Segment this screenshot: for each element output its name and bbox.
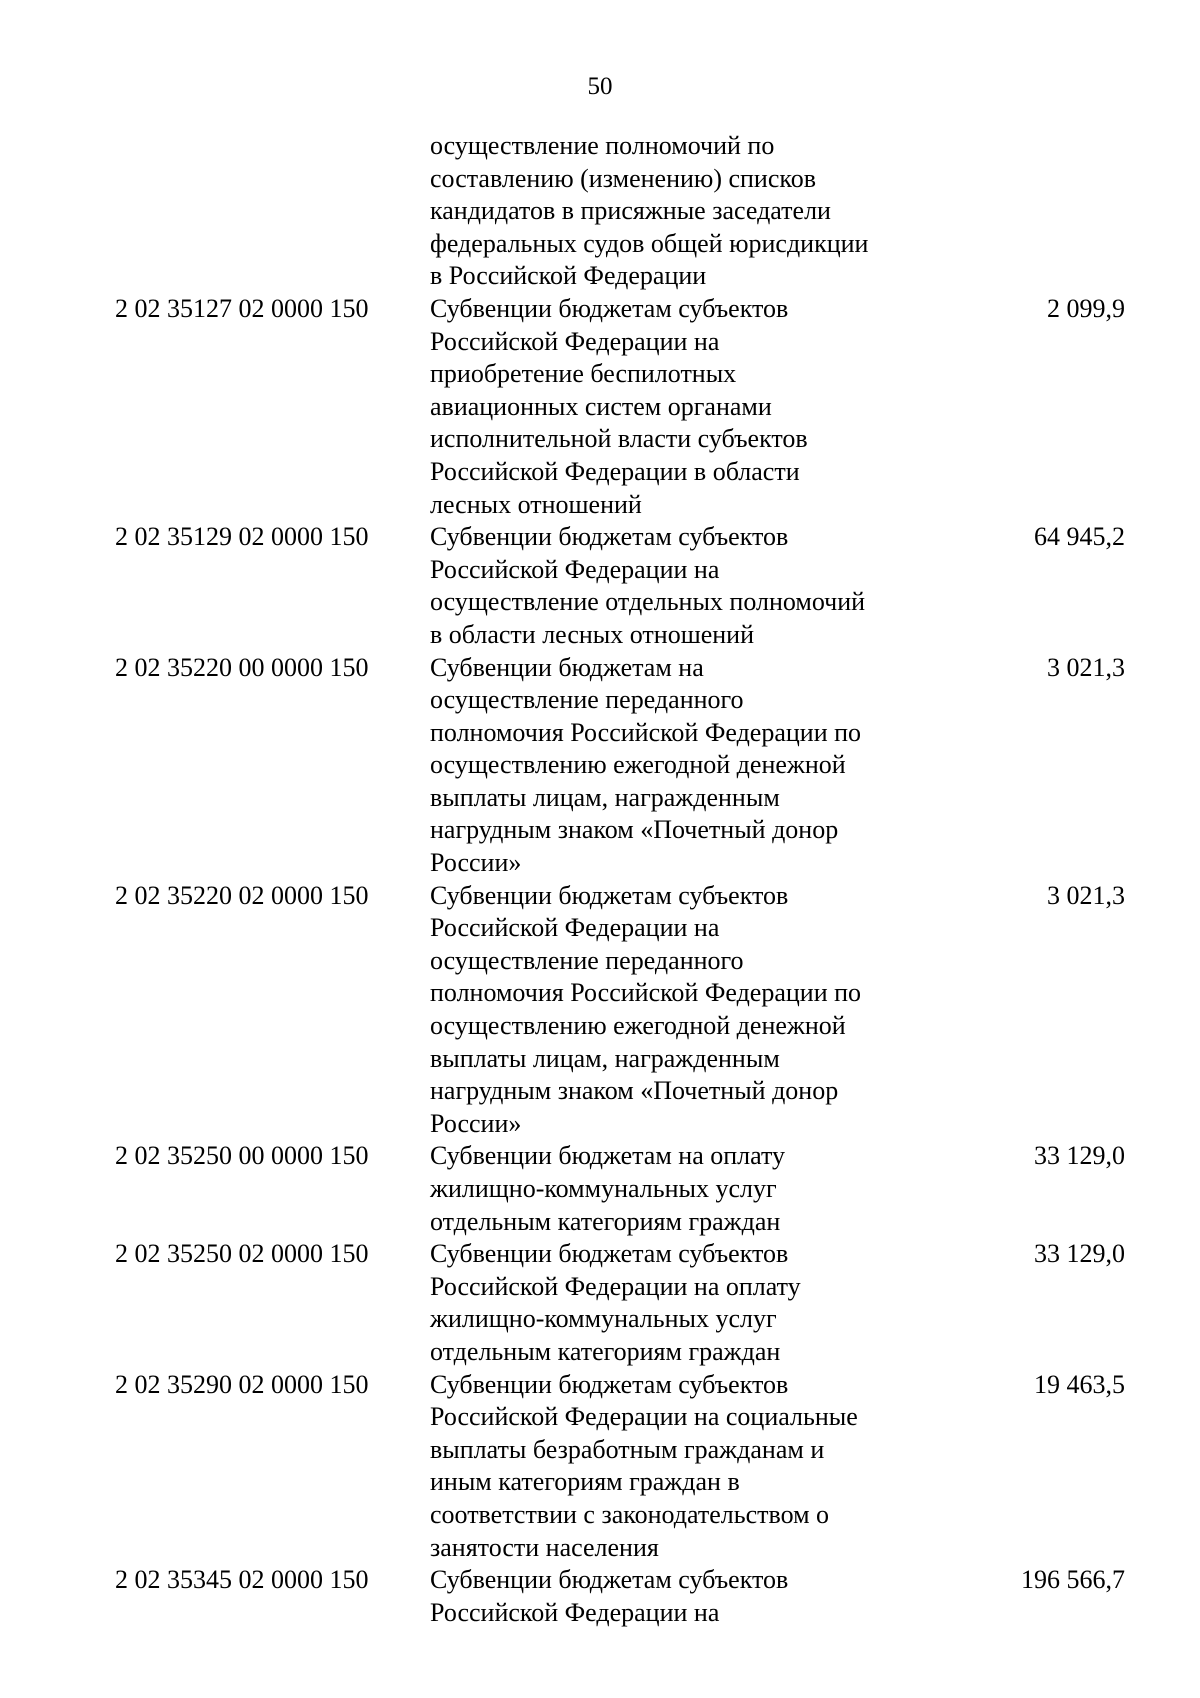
description-line: Субвенции бюджетам на [430,652,704,682]
table-row [115,1238,1125,1368]
description-line: авиационных систем органами [430,391,772,421]
description-line: Субвенции бюджетам субъектов [430,880,789,910]
description-line: Российской Федерации на оплату [430,1271,801,1301]
description-line: Субвенции бюджетам субъектов [430,1369,789,1399]
table-row [115,1369,1125,1565]
amount-value: 3 021,3 [1047,880,1125,910]
budget-code: 2 02 35345 02 0000 150 [115,1565,369,1595]
description-line: отдельным категориям граждан [430,1206,781,1236]
description-line: Российской Федерации на [430,1597,720,1627]
amount-value: 33 129,0 [1034,1141,1125,1171]
description-line: Российской Федерации на [430,913,720,943]
description-line: приобретение беспилотных [430,359,737,389]
revenue-description [430,1564,935,1629]
description-line: Субвенции бюджетам субъектов [430,293,789,323]
table-row [115,293,1125,521]
description-line: занятости населения [430,1532,659,1562]
revenue-description [430,1238,935,1368]
description-line: Российской Федерации на социальные [430,1402,858,1432]
revenue-description [430,293,935,521]
budget-code: 2 02 35220 00 0000 150 [115,652,369,682]
amount-value: 19 463,5 [1034,1369,1125,1399]
table-row [115,1140,1125,1238]
description-line: жилищно-коммунальных услуг [430,1304,777,1334]
page-number: 50 [587,73,613,100]
table-row [115,521,1125,651]
description-line: России» [430,1108,522,1138]
revenue-description [430,652,935,880]
description-line: составлению (изменению) списков [430,163,816,193]
description-line: Российской Федерации на [430,326,720,356]
description-line: осуществлению ежегодной денежной [430,750,846,780]
amount-value: 196 566,7 [1021,1565,1125,1595]
table-row [115,880,1125,1141]
revenue-description [430,880,935,1141]
description-line: осуществлению ежегодной денежной [430,1011,846,1041]
description-line: выплаты безработным гражданам и [430,1434,825,1464]
amount-value: 2 099,9 [1047,293,1125,323]
description-line: федеральных судов общей юрисдикции [430,228,869,258]
description-line: иным категориям граждан в [430,1467,740,1497]
budget-code: 2 02 35127 02 0000 150 [115,293,369,323]
description-line: полномочия Российской Федерации по [430,978,862,1008]
description-line: осуществление переданного [430,945,744,975]
description-line: осуществление переданного [430,685,744,715]
description-line: Субвенции бюджетам субъектов [430,1239,789,1269]
table-row [115,130,1125,293]
amount-value: 33 129,0 [1034,1239,1125,1269]
description-line: России» [430,848,522,878]
description-line: отдельным категориям граждан [430,1336,781,1366]
revenue-description [430,521,935,651]
budget-table [115,130,1125,1629]
description-line: в Российской Федерации [430,261,707,291]
description-line: выплаты лицам, награжденным [430,1043,780,1073]
description-line: нагрудным знаком «Почетный донор [430,815,839,845]
description-line: Субвенции бюджетам субъектов [430,522,789,552]
budget-code: 2 02 35129 02 0000 150 [115,522,369,552]
amount-value: 64 945,2 [1034,522,1125,552]
description-line: осуществление полномочий по [430,131,775,160]
budget-code: 2 02 35220 02 0000 150 [115,880,369,910]
revenue-description [430,1369,935,1565]
table-row [115,1564,1125,1629]
description-line: кандидатов в присяжные заседатели [430,196,831,226]
description-line: лесных отношений [430,489,642,519]
description-line: исполнительной власти субъектов [430,424,808,454]
description-line: Субвенции бюджетам на оплату [430,1141,786,1171]
budget-code: 2 02 35290 02 0000 150 [115,1369,369,1399]
description-line: соответствии с законодательством о [430,1499,830,1529]
description-line: осуществление отдельных полномочий [430,587,866,617]
description-line: выплаты лицам, награжденным [430,782,780,812]
budget-code: 2 02 35250 02 0000 150 [115,1239,369,1269]
description-line: Российской Федерации в области [430,456,800,486]
description-line: Российской Федерации на [430,554,720,584]
description-line: в области лесных отношений [430,619,755,649]
amount-value: 3 021,3 [1047,652,1125,682]
description-line: жилищно-коммунальных услуг [430,1174,777,1203]
description-line: нагрудным знаком «Почетный донор [430,1076,839,1106]
revenue-description [430,130,935,293]
description-line: полномочия Российской Федерации по [430,717,862,747]
table-row [115,652,1125,880]
revenue-description [430,1140,935,1238]
budget-code: 2 02 35250 00 0000 150 [115,1141,369,1171]
description-line: Субвенции бюджетам субъектов [430,1565,789,1595]
